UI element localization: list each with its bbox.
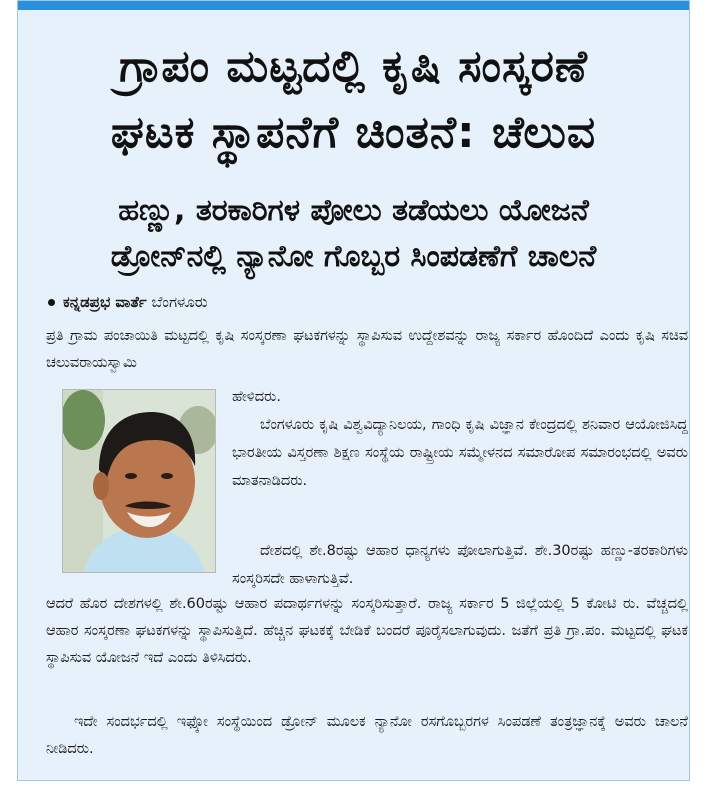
article-paragraph-3-start: ದೇಶದಲ್ಲಿ ಶೇ.8ರಷ್ಟು ಆಹಾರ ಧಾನ್ಯಗಳು ಪೋಲಾಗುತ್ತಿವೆ. ಶೇ.30ರಷ್ಟು ಹಣ್ಣು-ತರಕಾರಿಗಳು ಸಂಸ್ಕರಿಸದೇ ಹಾಳಾಗುತ್ತಿವೆ. bbox=[232, 543, 688, 587]
headline-line-1: ಗ್ರಾಪಂ ಮಟ್ಟದಲ್ಲಿ ಕೃಷಿ ಸಂಸ್ಕರಣೆ bbox=[119, 41, 588, 92]
dateline-place: ಬೆಂಗಳೂರು bbox=[151, 293, 208, 311]
subheadline-line-1: ಹಣ್ಣು, ತರಕಾರಿಗಳ ಪೋಲು ತಡೆಯಲು ಯೋಜನೆ bbox=[118, 193, 589, 228]
headline-line-2: ಘಟಕ ಸ್ಥಾಪನೆಗೆ ಚಿಂತನೆ: ಚೆಲುವ bbox=[110, 107, 597, 158]
article-clipping bbox=[17, 0, 690, 781]
dateline-source: ಕನ್ನಡಪ್ರಭ ವಾರ್ತೆ bbox=[63, 293, 147, 311]
top-accent-bar bbox=[18, 1, 689, 10]
article-paragraph-3-rest: ಆದರೆ ಹೊರ ದೇಶಗಳಲ್ಲಿ ಶೇ.60ರಷ್ಟು ಆಹಾರ ಪದಾರ್ಥಗಳನ್ನು ಸಂಸ್ಕರಿಸುತ್ತಾರೆ. ರಾಜ್ಯ ಸರ್ಕಾರ 5 ಜಿಲ್ಲೆಯಲ್ಲಿ 5 ಕೋಟಿ ರು. ವೆಚ್ಚದಲ್ಲಿ ಆಹಾರ ಸಂಸ್ಕರಣಾ ಘಟಕಗಳನ್ನು ಸ್ಥಾಪಿಸುತ್ತಿದೆ. ಹೆಚ್ಚಿನ ಘಟಕಕ್ಕೆ ಬೇಡಿಕೆ ಬಂದರೆ ಪೂರೈಸಲಾಗುವುದು. ಜತೆಗೆ ಪ್ರತಿ ಗ್ರಾ.ಪಂ. ಮಟ್ಟದಲ್ಲಿ ಘಟಕ ಸ್ಥಾಪಿಸುವ ಯೋಜನೆ ಇದೆ ಎಂದು ತಿಳಿಸಿದರು. bbox=[46, 596, 688, 666]
portrait-image bbox=[63, 390, 215, 572]
article-paragraph-1-end: ಹೇಳಿದರು. bbox=[232, 389, 281, 405]
subheadline-line-2: ಡ್ರೋನ್‌ನಲ್ಲಿ ನ್ಯಾನೋ ಗೊಬ್ಬರ ಸಿಂಪಡಣೆಗೆ ಚಾಲನೆ bbox=[110, 239, 597, 274]
article-paragraph-1: ಪ್ರತಿ ಗ್ರಾಮ ಪಂಚಾಯಿತಿ ಮಟ್ಟದಲ್ಲಿ ಕೃಷಿ ಸಂಸ್ಕರಣಾ ಘಟಕಗಳನ್ನು ಸ್ಥಾಪಿಸುವ ಉದ್ದೇಶವನ್ನು ರಾಜ್ಯ ಸರ್ಕಾರ ಹೊಂದಿದೆ ಎಂದು ಕೃಷಿ ಸಚಿವ ಚಲುವರಾಯಸ್ವಾಮಿ bbox=[46, 328, 688, 371]
dateline bbox=[48, 291, 207, 313]
minister-photo bbox=[62, 389, 216, 573]
article-paragraph-4: ಇದೇ ಸಂದರ್ಭದಲ್ಲಿ ಇಫ್ಕೋ ಸಂಸ್ಥೆಯಿಂದ ಡ್ರೋನ್ ಮೂಲಕ ನ್ಯಾನೋ ರಸಗೊಬ್ಬರಗಳ ಸಿಂಪಡಣೆ ತಂತ್ರಜ್ಞಾನಕ್ಕೆ ಅವರು ಚಾಲನೆ ನೀಡಿದರು. bbox=[46, 714, 688, 757]
bullet-icon bbox=[48, 299, 55, 306]
article-paragraph-2: ಬೆಂಗಳೂರು ಕೃಷಿ ವಿಶ್ವವಿದ್ಯಾನಿಲಯ, ಗಾಂಧಿ ಕೃಷಿ ವಿಜ್ಞಾನ ಕೇಂದ್ರದಲ್ಲಿ ಶನಿವಾರ ಆಯೋಜಿಸಿದ್ದ ಭಾರತೀಯ ವಿಸ್ತರಣಾ ಶಿಕ್ಷಣ ಸಂಸ್ಥೆಯ ರಾಷ್ಟ್ರೀಯ ಸಮ್ಮೇಳನದ ಸಮಾರೋಪ ಸಮಾರಂಭದಲ್ಲಿ ಅವರು ಮಾತನಾಡಿದರು. bbox=[232, 417, 688, 489]
